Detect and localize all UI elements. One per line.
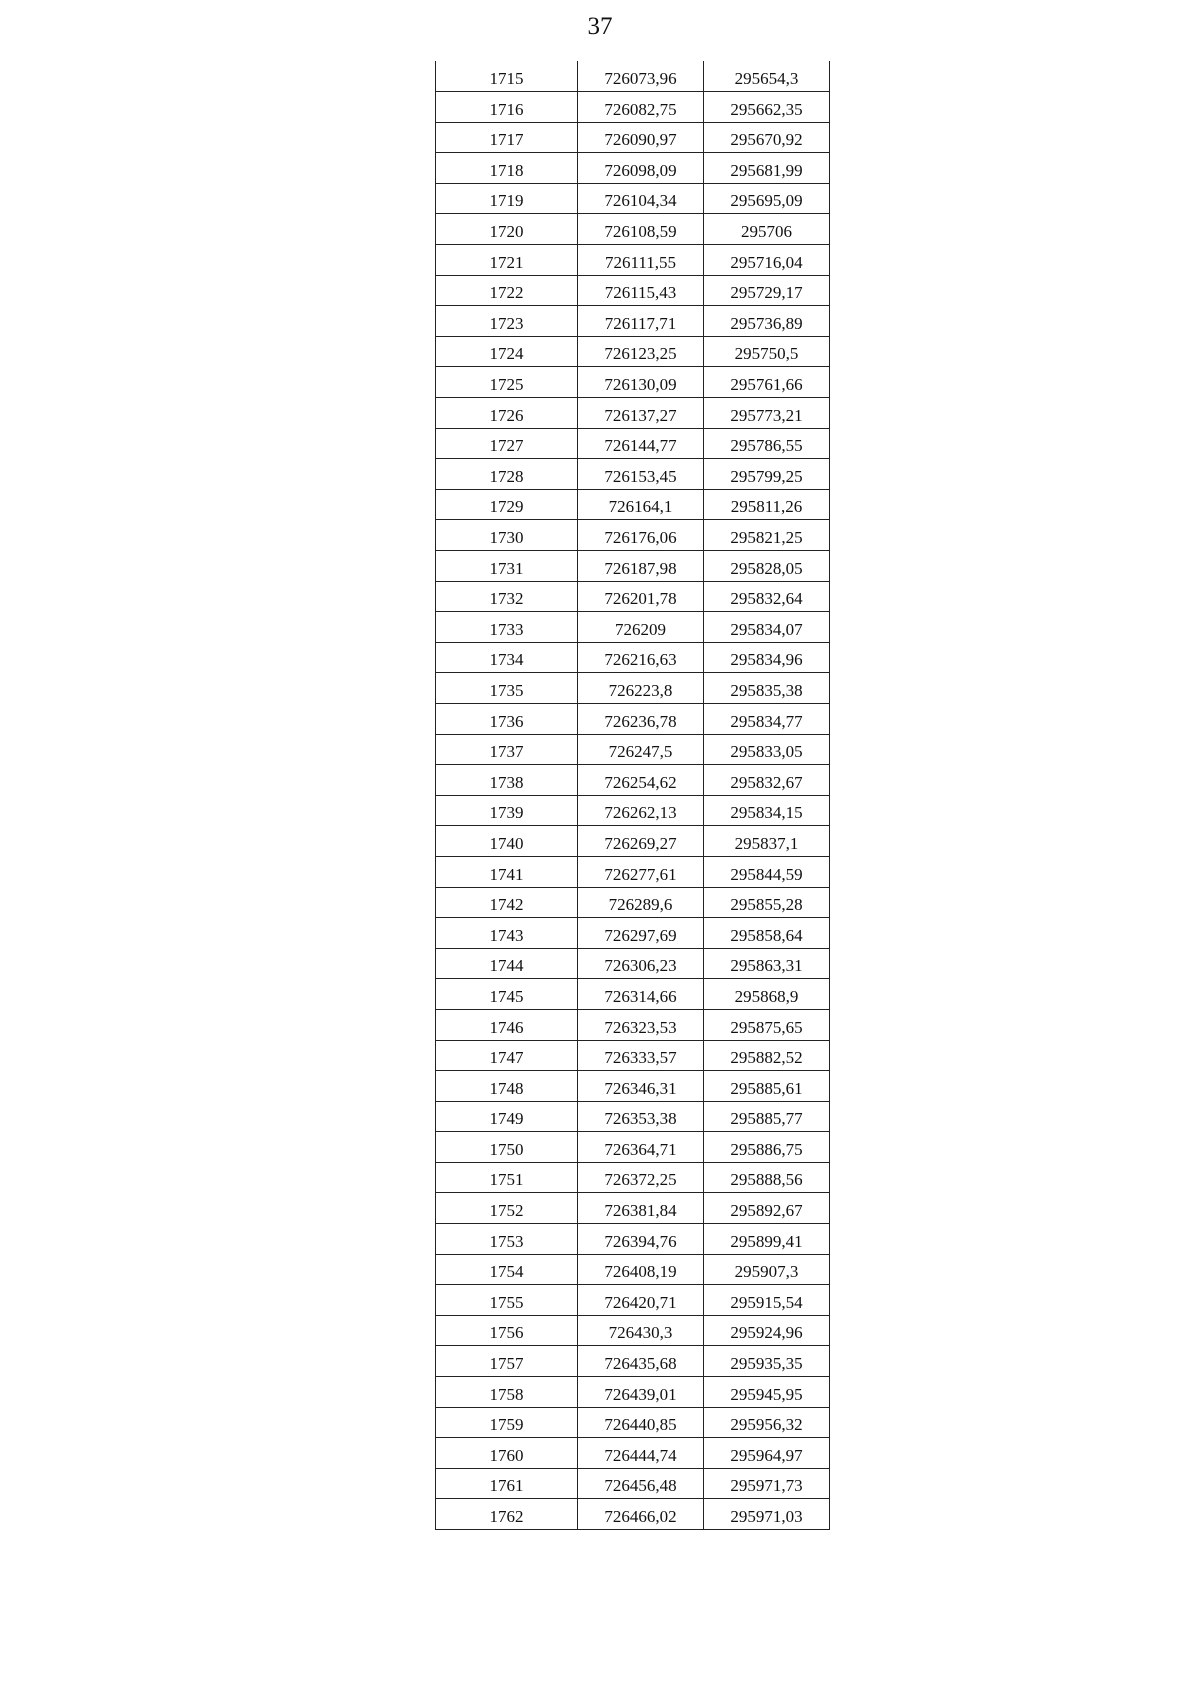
table-row (436, 489, 830, 520)
table-row (436, 887, 830, 918)
table-row (436, 1377, 830, 1408)
y-coordinate-cell: 295888,56 (704, 1162, 830, 1193)
point-number-cell: 1738 (436, 765, 578, 796)
table-row (436, 1468, 830, 1499)
x-coordinate-cell: 726420,71 (578, 1285, 704, 1316)
x-coordinate-cell: 726247,5 (578, 734, 704, 765)
x-coordinate-cell: 726111,55 (578, 245, 704, 276)
x-coordinate-cell: 726082,75 (578, 92, 704, 123)
table-row (436, 245, 830, 276)
table-row (436, 1285, 830, 1316)
table-row (436, 153, 830, 184)
y-coordinate-cell: 295681,99 (704, 153, 830, 184)
y-coordinate-cell: 295736,89 (704, 306, 830, 337)
point-number-cell: 1757 (436, 1346, 578, 1377)
y-coordinate-cell: 295834,07 (704, 612, 830, 643)
x-coordinate-cell: 726187,98 (578, 551, 704, 582)
x-coordinate-cell: 726435,68 (578, 1346, 704, 1377)
point-number-cell: 1759 (436, 1407, 578, 1438)
x-coordinate-cell: 726306,23 (578, 948, 704, 979)
y-coordinate-cell: 295832,64 (704, 581, 830, 612)
y-coordinate-cell: 295750,5 (704, 336, 830, 367)
point-number-cell: 1737 (436, 734, 578, 765)
point-number-cell: 1746 (436, 1009, 578, 1040)
x-coordinate-cell: 726117,71 (578, 306, 704, 337)
point-number-cell: 1732 (436, 581, 578, 612)
x-coordinate-cell: 726381,84 (578, 1193, 704, 1224)
point-number-cell: 1731 (436, 551, 578, 582)
y-coordinate-cell: 295858,64 (704, 918, 830, 949)
table-row (436, 1224, 830, 1255)
x-coordinate-cell: 726073,96 (578, 61, 704, 92)
x-coordinate-cell: 726164,1 (578, 489, 704, 520)
table-row (436, 398, 830, 429)
x-coordinate-cell: 726440,85 (578, 1407, 704, 1438)
x-coordinate-cell: 726408,19 (578, 1254, 704, 1285)
y-coordinate-cell: 295670,92 (704, 122, 830, 153)
x-coordinate-cell: 726130,09 (578, 367, 704, 398)
x-coordinate-cell: 726223,8 (578, 673, 704, 704)
table-row (436, 367, 830, 398)
y-coordinate-cell: 295855,28 (704, 887, 830, 918)
table-row (436, 703, 830, 734)
y-coordinate-cell: 295863,31 (704, 948, 830, 979)
table-row (436, 642, 830, 673)
point-number-cell: 1751 (436, 1162, 578, 1193)
y-coordinate-cell: 295832,67 (704, 765, 830, 796)
point-number-cell: 1717 (436, 122, 578, 153)
table-row (436, 1254, 830, 1285)
x-coordinate-cell: 726137,27 (578, 398, 704, 429)
x-coordinate-cell: 726090,97 (578, 122, 704, 153)
point-number-cell: 1750 (436, 1132, 578, 1163)
y-coordinate-cell: 295945,95 (704, 1377, 830, 1408)
table-row (436, 948, 830, 979)
point-number-cell: 1718 (436, 153, 578, 184)
x-coordinate-cell: 726466,02 (578, 1499, 704, 1530)
x-coordinate-cell: 726209 (578, 612, 704, 643)
x-coordinate-cell: 726254,62 (578, 765, 704, 796)
table-row (436, 520, 830, 551)
y-coordinate-cell: 295773,21 (704, 398, 830, 429)
y-coordinate-cell: 295835,38 (704, 673, 830, 704)
y-coordinate-cell: 295695,09 (704, 183, 830, 214)
y-coordinate-cell: 295834,15 (704, 795, 830, 826)
y-coordinate-cell: 295654,3 (704, 61, 830, 92)
table-row (436, 275, 830, 306)
table-row (436, 1101, 830, 1132)
y-coordinate-cell: 295821,25 (704, 520, 830, 551)
point-number-cell: 1744 (436, 948, 578, 979)
point-number-cell: 1721 (436, 245, 578, 276)
table-row (436, 551, 830, 582)
coordinates-table-body (436, 61, 830, 1530)
point-number-cell: 1739 (436, 795, 578, 826)
point-number-cell: 1735 (436, 673, 578, 704)
table-row (436, 1346, 830, 1377)
point-number-cell: 1726 (436, 398, 578, 429)
x-coordinate-cell: 726176,06 (578, 520, 704, 551)
table-row (436, 428, 830, 459)
y-coordinate-cell: 295885,77 (704, 1101, 830, 1132)
y-coordinate-cell: 295833,05 (704, 734, 830, 765)
point-number-cell: 1736 (436, 703, 578, 734)
y-coordinate-cell: 295844,59 (704, 856, 830, 887)
point-number-cell: 1722 (436, 275, 578, 306)
x-coordinate-cell: 726430,3 (578, 1315, 704, 1346)
point-number-cell: 1715 (436, 61, 578, 92)
point-number-cell: 1730 (436, 520, 578, 551)
table-row (436, 612, 830, 643)
point-number-cell: 1754 (436, 1254, 578, 1285)
y-coordinate-cell: 295892,67 (704, 1193, 830, 1224)
table-row (436, 306, 830, 337)
table-row (436, 1499, 830, 1530)
y-coordinate-cell: 295915,54 (704, 1285, 830, 1316)
x-coordinate-cell: 726144,77 (578, 428, 704, 459)
y-coordinate-cell: 295716,04 (704, 245, 830, 276)
x-coordinate-cell: 726123,25 (578, 336, 704, 367)
point-number-cell: 1748 (436, 1071, 578, 1102)
point-number-cell: 1756 (436, 1315, 578, 1346)
y-coordinate-cell: 295964,97 (704, 1438, 830, 1469)
table-row (436, 183, 830, 214)
x-coordinate-cell: 726333,57 (578, 1040, 704, 1071)
table-row (436, 214, 830, 245)
x-coordinate-cell: 726372,25 (578, 1162, 704, 1193)
x-coordinate-cell: 726353,38 (578, 1101, 704, 1132)
y-coordinate-cell: 295834,96 (704, 642, 830, 673)
table-row (436, 459, 830, 490)
y-coordinate-cell: 295786,55 (704, 428, 830, 459)
table-row (436, 1407, 830, 1438)
table-row (436, 61, 830, 92)
y-coordinate-cell: 295971,73 (704, 1468, 830, 1499)
y-coordinate-cell: 295837,1 (704, 826, 830, 857)
point-number-cell: 1758 (436, 1377, 578, 1408)
point-number-cell: 1741 (436, 856, 578, 887)
table-row (436, 1040, 830, 1071)
table-row (436, 1438, 830, 1469)
point-number-cell: 1749 (436, 1101, 578, 1132)
table-row (436, 795, 830, 826)
point-number-cell: 1753 (436, 1224, 578, 1255)
table-row (436, 918, 830, 949)
x-coordinate-cell: 726364,71 (578, 1132, 704, 1163)
point-number-cell: 1761 (436, 1468, 578, 1499)
x-coordinate-cell: 726289,6 (578, 887, 704, 918)
x-coordinate-cell: 726216,63 (578, 642, 704, 673)
x-coordinate-cell: 726269,27 (578, 826, 704, 857)
table-row (436, 734, 830, 765)
y-coordinate-cell: 295956,32 (704, 1407, 830, 1438)
y-coordinate-cell: 295882,52 (704, 1040, 830, 1071)
x-coordinate-cell: 726456,48 (578, 1468, 704, 1499)
x-coordinate-cell: 726346,31 (578, 1071, 704, 1102)
y-coordinate-cell: 295811,26 (704, 489, 830, 520)
x-coordinate-cell: 726444,74 (578, 1438, 704, 1469)
y-coordinate-cell: 295971,03 (704, 1499, 830, 1530)
x-coordinate-cell: 726201,78 (578, 581, 704, 612)
point-number-cell: 1740 (436, 826, 578, 857)
point-number-cell: 1716 (436, 92, 578, 123)
table-row (436, 765, 830, 796)
x-coordinate-cell: 726277,61 (578, 856, 704, 887)
table-row (436, 826, 830, 857)
y-coordinate-cell: 295799,25 (704, 459, 830, 490)
table-row (436, 979, 830, 1010)
y-coordinate-cell: 295935,35 (704, 1346, 830, 1377)
point-number-cell: 1747 (436, 1040, 578, 1071)
point-number-cell: 1729 (436, 489, 578, 520)
x-coordinate-cell: 726236,78 (578, 703, 704, 734)
x-coordinate-cell: 726394,76 (578, 1224, 704, 1255)
y-coordinate-cell: 295761,66 (704, 367, 830, 398)
coordinates-table (435, 61, 830, 1530)
y-coordinate-cell: 295899,41 (704, 1224, 830, 1255)
point-number-cell: 1719 (436, 183, 578, 214)
point-number-cell: 1723 (436, 306, 578, 337)
y-coordinate-cell: 295885,61 (704, 1071, 830, 1102)
table-row (436, 1071, 830, 1102)
table-row (436, 673, 830, 704)
point-number-cell: 1720 (436, 214, 578, 245)
page-number: 37 (587, 13, 613, 40)
point-number-cell: 1762 (436, 1499, 578, 1530)
table-row (436, 1315, 830, 1346)
y-coordinate-cell: 295662,35 (704, 92, 830, 123)
y-coordinate-cell: 295834,77 (704, 703, 830, 734)
table-row (436, 92, 830, 123)
y-coordinate-cell: 295828,05 (704, 551, 830, 582)
point-number-cell: 1755 (436, 1285, 578, 1316)
x-coordinate-cell: 726439,01 (578, 1377, 704, 1408)
point-number-cell: 1733 (436, 612, 578, 643)
table-row (436, 1162, 830, 1193)
point-number-cell: 1743 (436, 918, 578, 949)
table-row (436, 1132, 830, 1163)
x-coordinate-cell: 726297,69 (578, 918, 704, 949)
point-number-cell: 1724 (436, 336, 578, 367)
point-number-cell: 1752 (436, 1193, 578, 1224)
y-coordinate-cell: 295706 (704, 214, 830, 245)
y-coordinate-cell: 295868,9 (704, 979, 830, 1010)
x-coordinate-cell: 726104,34 (578, 183, 704, 214)
table-row (436, 856, 830, 887)
x-coordinate-cell: 726262,13 (578, 795, 704, 826)
x-coordinate-cell: 726098,09 (578, 153, 704, 184)
point-number-cell: 1745 (436, 979, 578, 1010)
point-number-cell: 1734 (436, 642, 578, 673)
table-row (436, 1193, 830, 1224)
y-coordinate-cell: 295924,96 (704, 1315, 830, 1346)
y-coordinate-cell: 295886,75 (704, 1132, 830, 1163)
x-coordinate-cell: 726323,53 (578, 1009, 704, 1040)
table-row (436, 336, 830, 367)
table-row (436, 1009, 830, 1040)
x-coordinate-cell: 726314,66 (578, 979, 704, 1010)
point-number-cell: 1727 (436, 428, 578, 459)
x-coordinate-cell: 726108,59 (578, 214, 704, 245)
y-coordinate-cell: 295729,17 (704, 275, 830, 306)
point-number-cell: 1742 (436, 887, 578, 918)
y-coordinate-cell: 295875,65 (704, 1009, 830, 1040)
y-coordinate-cell: 295907,3 (704, 1254, 830, 1285)
x-coordinate-cell: 726153,45 (578, 459, 704, 490)
table-row (436, 122, 830, 153)
table-row (436, 581, 830, 612)
x-coordinate-cell: 726115,43 (578, 275, 704, 306)
point-number-cell: 1760 (436, 1438, 578, 1469)
point-number-cell: 1725 (436, 367, 578, 398)
point-number-cell: 1728 (436, 459, 578, 490)
